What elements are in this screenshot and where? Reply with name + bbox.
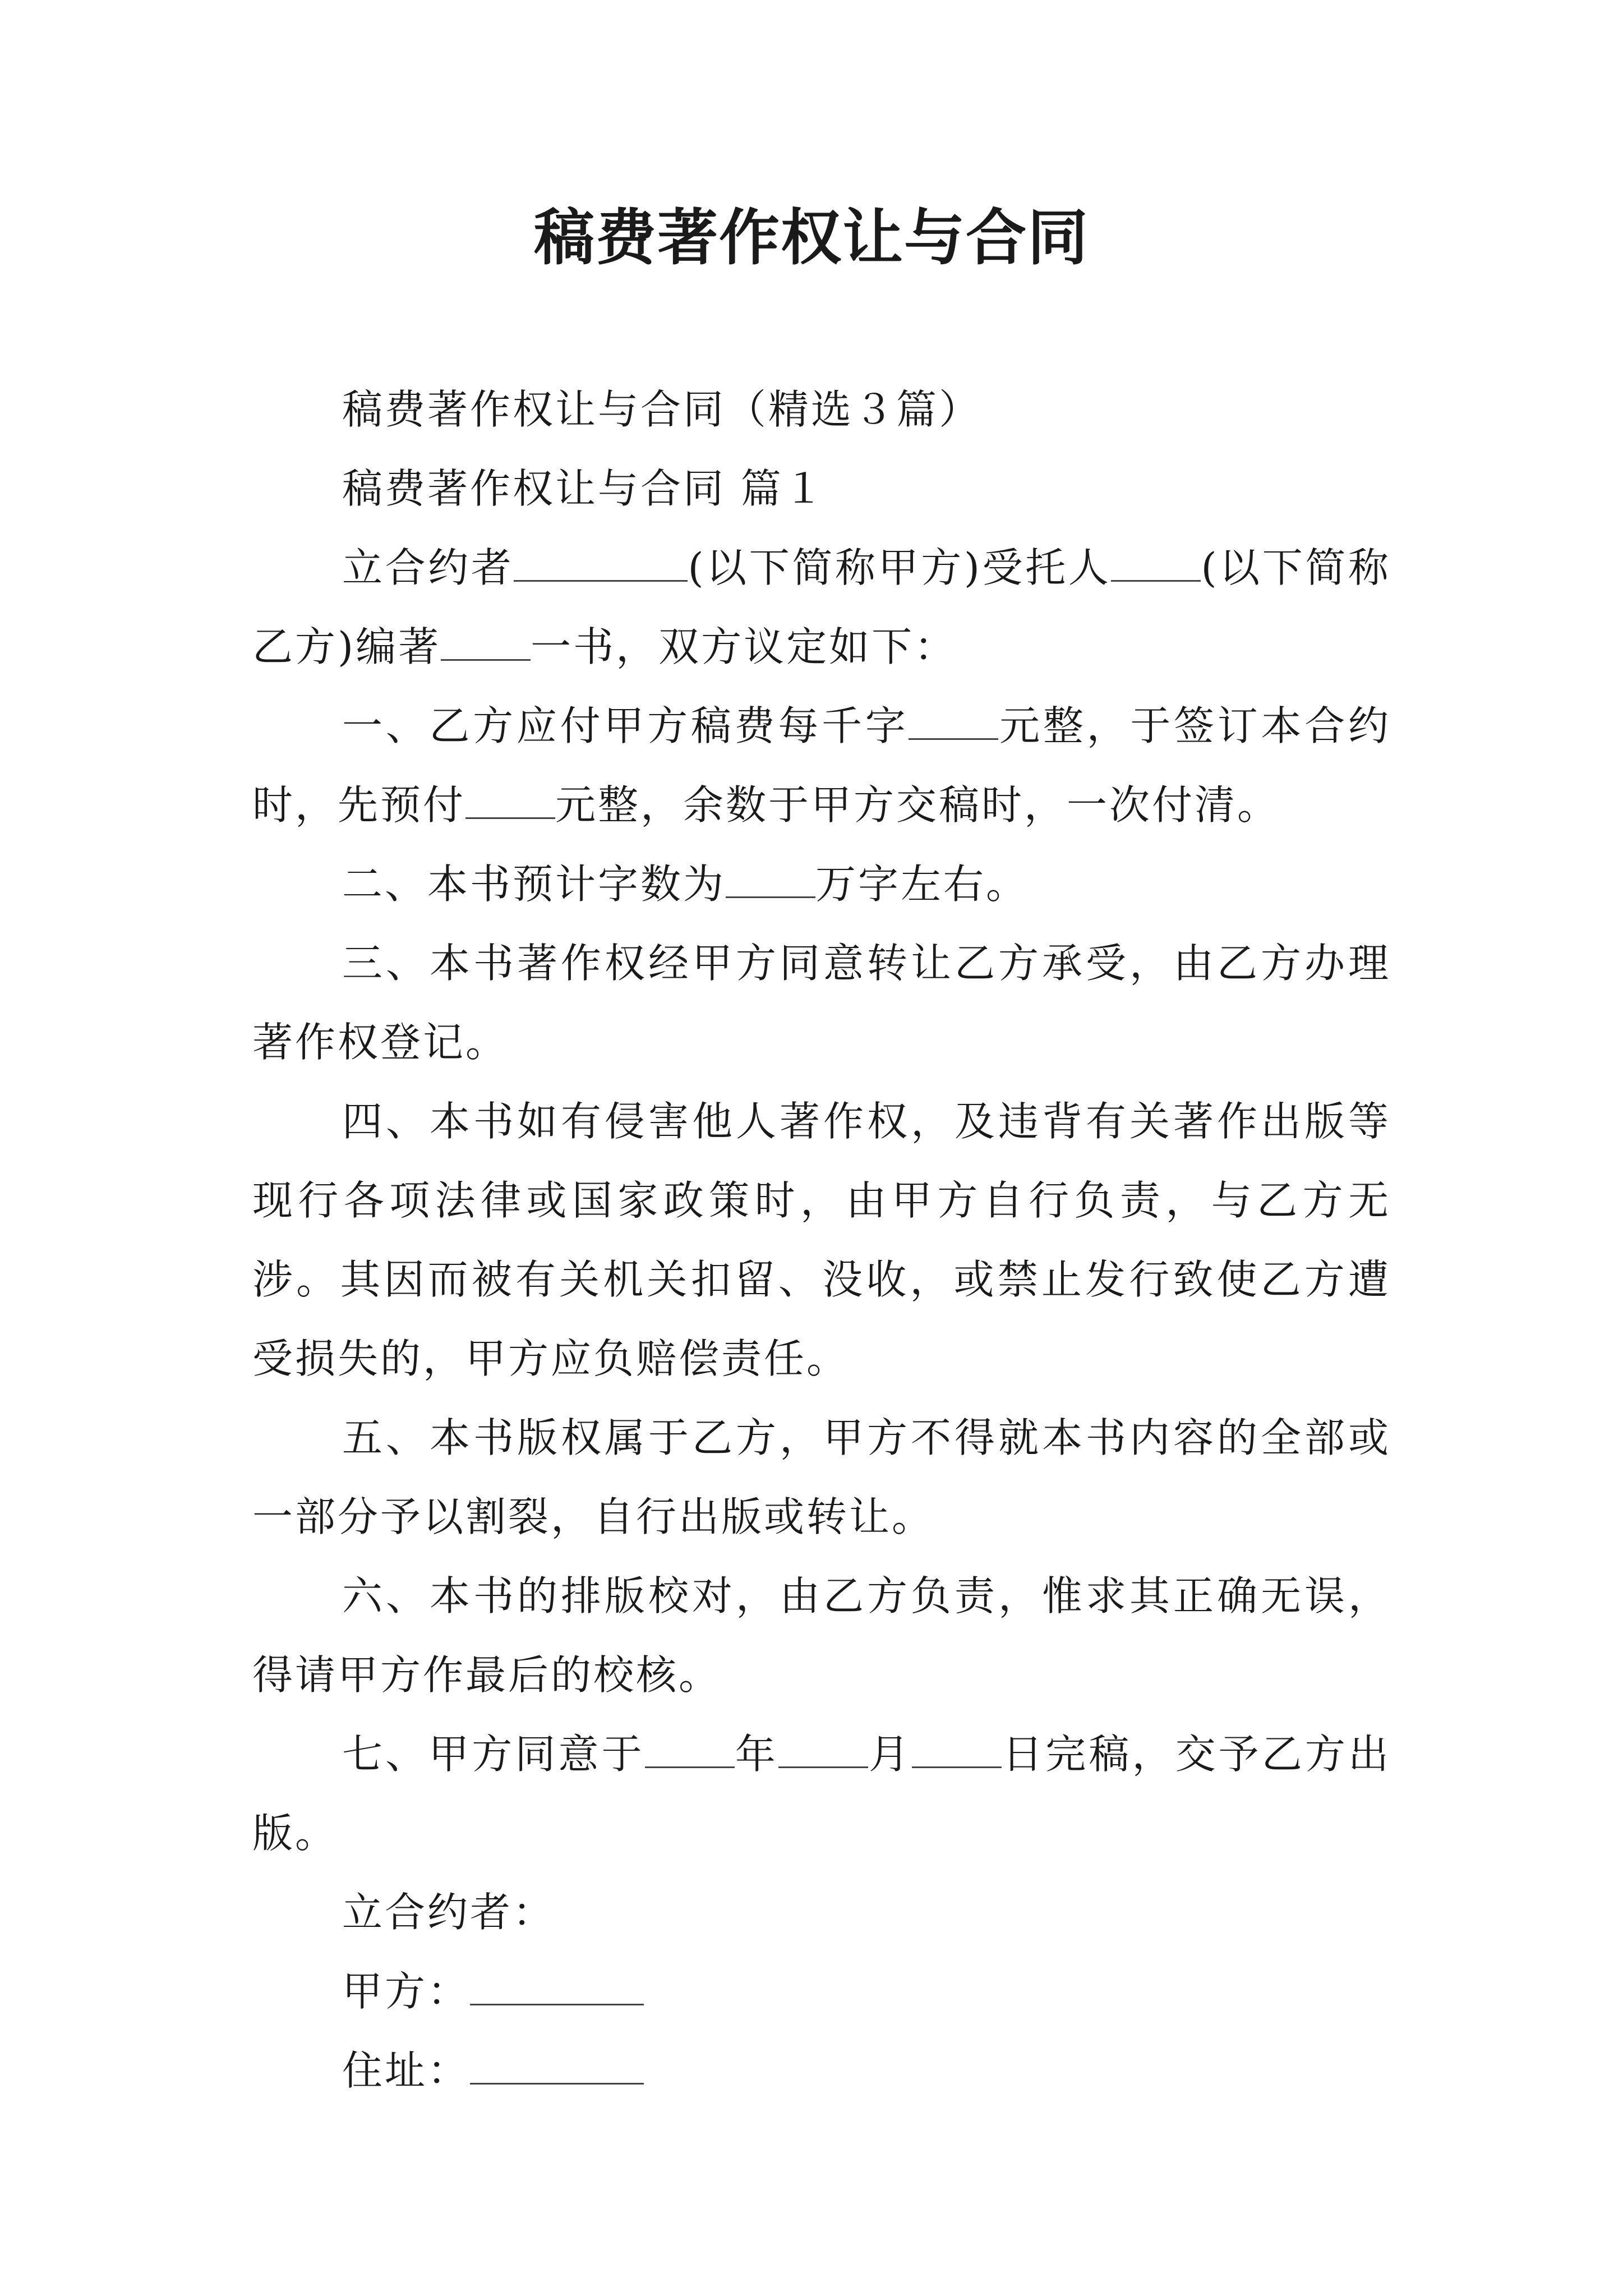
blank-field [645, 1734, 735, 1768]
address-line [252, 2031, 1391, 2110]
clause-7 [252, 1715, 1391, 1873]
clause-text: (以下简称甲方)受托人 [688, 544, 1112, 591]
blank-field [470, 2050, 644, 2085]
part-heading: 稿费著作权让与合同 篇１ [342, 465, 826, 512]
clause-text: 立合约者 [342, 544, 514, 591]
clause-text: 日完稿，交予乙方出版。 [252, 1731, 1391, 1857]
clause-text: 元整，于签订本合约时，先预付 [252, 702, 1391, 829]
clause-text: 一书，双方议定如下： [531, 623, 957, 670]
clause-text: 七、甲方同意于 [342, 1731, 645, 1778]
clause-parties [252, 528, 1391, 687]
clause-text: 万字左右。 [815, 861, 1029, 908]
clause-text: 一、乙方应付甲方稿费每千字 [342, 702, 909, 749]
clause-4: 四、本书如有侵害他人著作权，及违背有关著作出版等现行各项法律或国家政策时，由甲方自行负责，与乙方无涉。其因而被有关机关扣留、没收，或禁止发行致使乙方遭受损失的，甲方应负赔偿责任。 [252, 1098, 1391, 1382]
clause-text: 元整，余数于甲方交稿时，一次付清。 [555, 781, 1280, 829]
collection-title: 稿费著作权让与合同（精选３篇） [342, 386, 982, 433]
clause-2 [252, 845, 1391, 924]
clause-6: 六、本书的排版校对，由乙方负责，惟求其正确无误，得请甲方作最后的校核。 [252, 1572, 1391, 1699]
signature-label: 立合约者： [342, 1889, 556, 1936]
address-label: 住址： [342, 2047, 471, 2094]
blank-field [465, 785, 555, 819]
blank-field [470, 1971, 644, 2005]
clause-1 [252, 687, 1391, 845]
clause-text: 月 [868, 1731, 912, 1778]
blank-field [1111, 547, 1201, 582]
blank-field [726, 864, 815, 898]
clause-text: 年 [734, 1731, 778, 1778]
party-a-line [252, 1952, 1391, 2031]
blank-field [778, 1734, 868, 1768]
clause-text: (以下简称乙方)编著 [252, 544, 1391, 670]
blank-field [909, 706, 998, 740]
blank-field [912, 1734, 1002, 1768]
party-a-label: 甲方： [342, 1968, 471, 2015]
document-title: 稿费著作权让与合同 [533, 203, 1089, 273]
document-body [252, 370, 1391, 2110]
clause-3: 三、本书著作权经甲方同意转让乙方承受，由乙方办理著作权登记。 [252, 940, 1391, 1066]
clause-5: 五、本书版权属于乙方，甲方不得就本书内容的全部或一部分予以割裂，自行出版或转让。 [252, 1414, 1391, 1540]
blank-field [441, 627, 531, 661]
blank-field [514, 547, 688, 582]
clause-text: 二、本书预计字数为 [342, 861, 726, 908]
